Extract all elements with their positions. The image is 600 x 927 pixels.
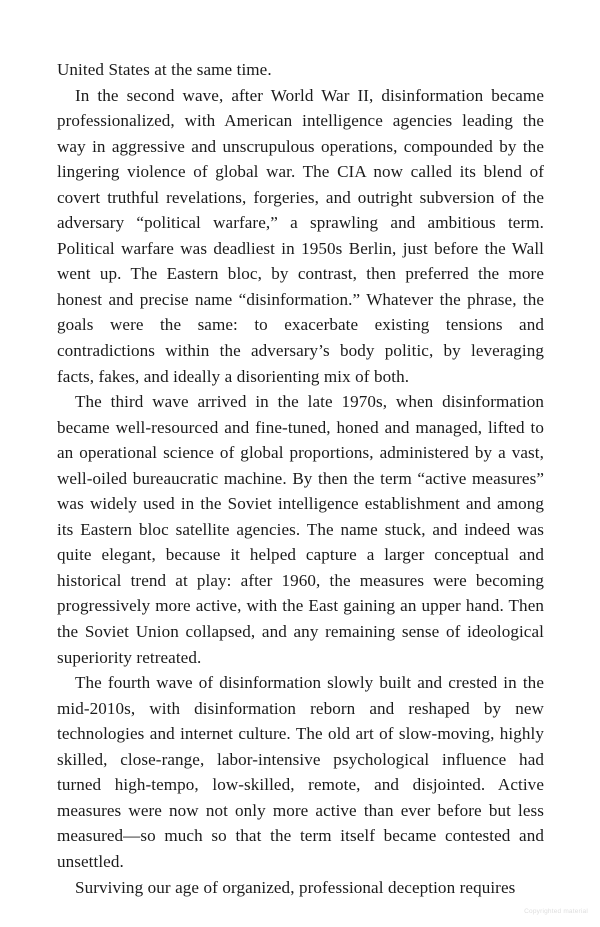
copyright-watermark: Copyrighted material	[524, 908, 588, 915]
paragraph-third-wave: The third wave arrived in the late 1970s, when disinformation became well-resourced and fine-tuned, honed and managed, lifted to an operational science of global proportions, administered by a vast, well-oiled bureaucratic machine. By then the term “active measures” was widely used in the Soviet intelligence establishment and among its Eastern bloc satellite agencies. The name stuck, and indeed was quite elegant, because it helped capture a larger conceptual and historical trend at play: after 1960, the measures were becoming progressively more active, with the East gaining an upper hand. Then the Soviet Union collapsed, and any remaining sense of ideological superiority retreated.	[57, 392, 544, 667]
paragraph-surviving: Surviving our age of organized, professional deception requires	[75, 877, 516, 897]
paragraph-second-wave: In the second wave, after World War II, disinformation became professionalized, with American intelligence agencies leading the way in aggressive and unscrupulous operations, compounded by the lingering violence of global war. The CIA now called its blend of covert truthful revelations, forgeries, and outright subversion of the adversary “political warfare,” a sprawling and ambitious term. Political warfare was deadliest in 1950s Berlin, just before the Wall went up. The Eastern bloc, by contrast, then preferred the more honest and precise name “disinformation.” Whatever the phrase, the goals were the same: to exacerbate existing tensions and contradictions within the adversary’s body politic, by leveraging facts, fakes, and ideally a disorienting mix of both.	[57, 85, 544, 386]
paragraph-fourth-wave: The fourth wave of disinformation slowly built and crested in the mid-2010s, with disinformation reborn and reshaped by new technologies and internet culture. The old art of slow-moving, highly skilled, close-range, labor-intensive psychological influence had turned high-tempo, low-skilled, remote, and disjointed. Active measures were now not only more active than ever before but less measured—so much so that the term itself became contested and unsettled.	[57, 673, 544, 871]
paragraph-continuation: United States at the same time.	[57, 60, 272, 79]
body-text-column	[57, 57, 544, 900]
